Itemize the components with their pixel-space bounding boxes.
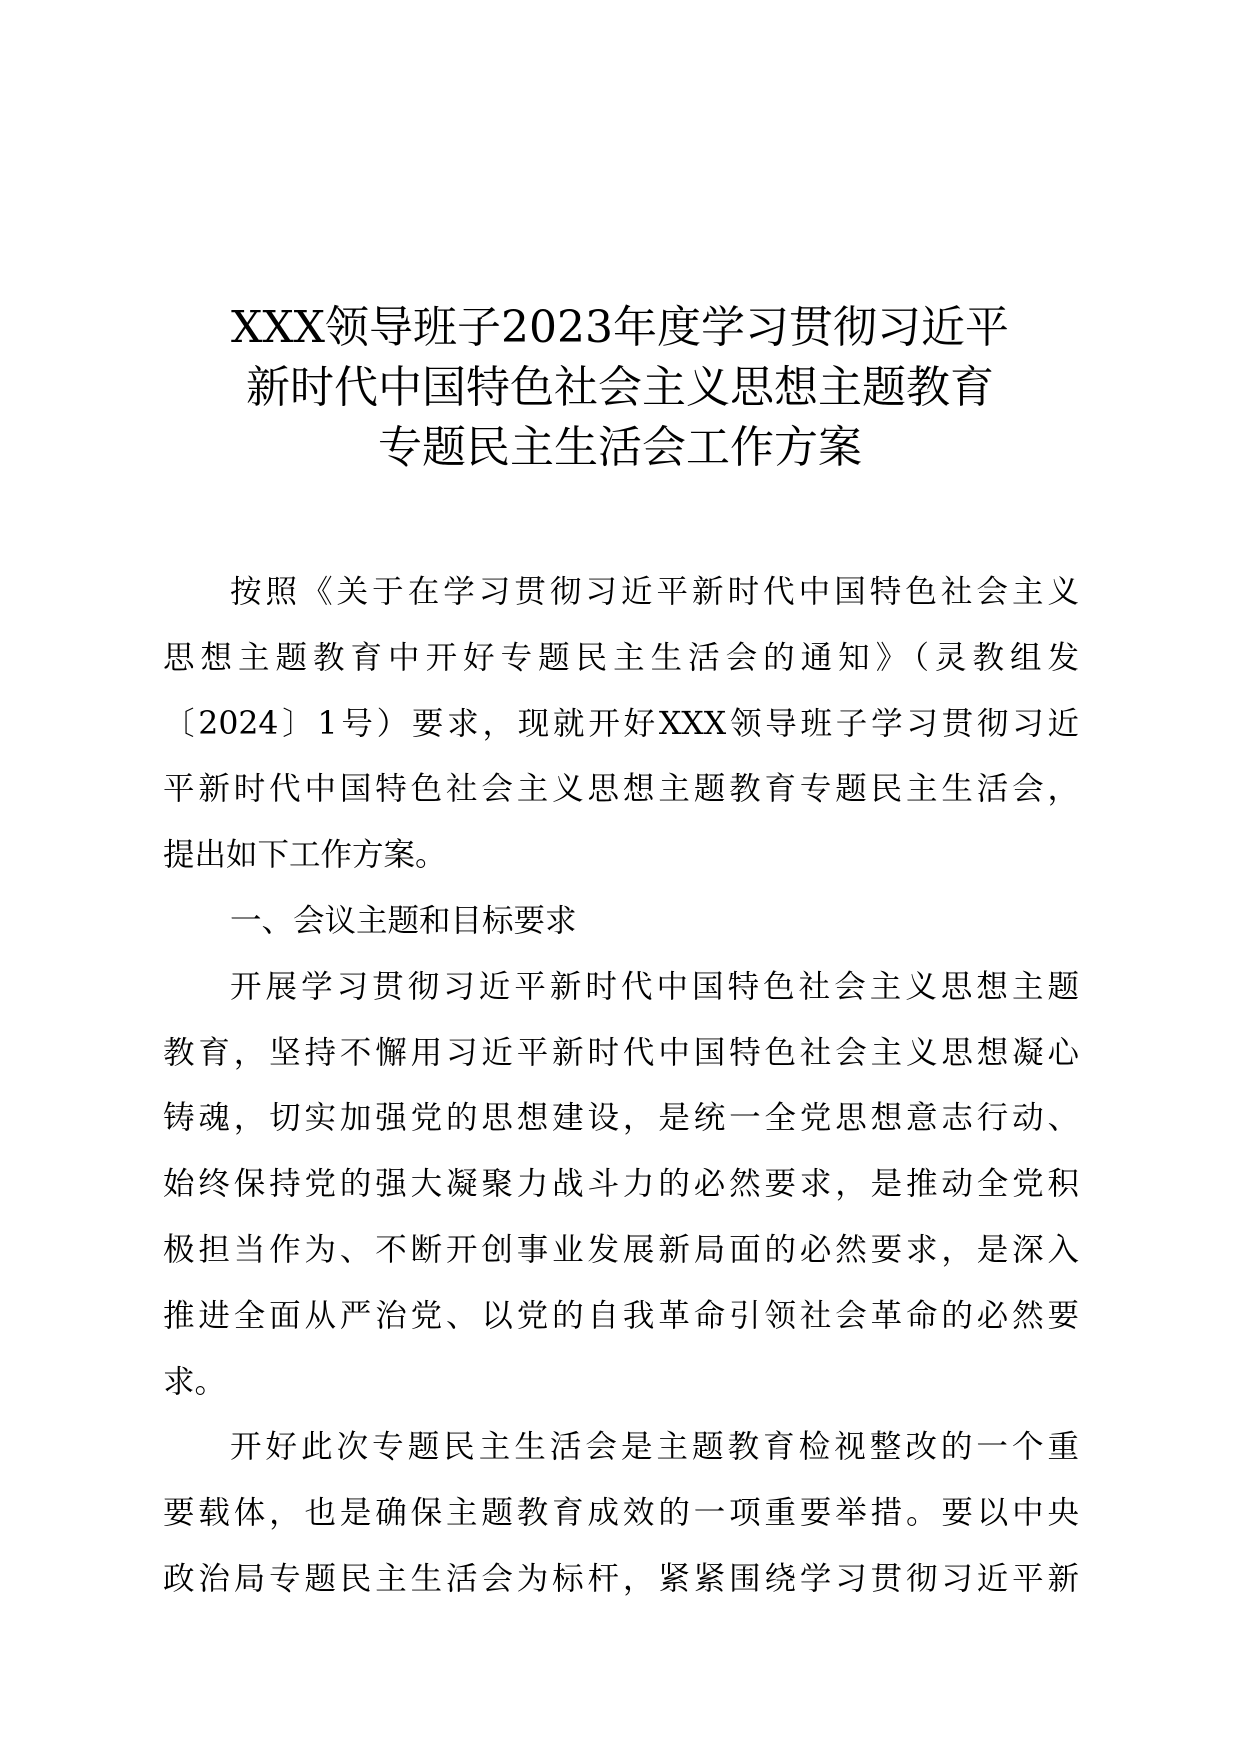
paragraph-line: 铸魂，切实加强党的思想建设，是统一全党思想意志行动、 [163, 1100, 1079, 1137]
paragraph-line: 〔2024〕1号）要求，现就开好XXX领导班子学习贯彻习近 [163, 705, 1079, 742]
paragraph-theme [163, 955, 1079, 1416]
section-heading: 一、会议主题和目标要求 [230, 902, 577, 939]
paragraph-line: 极担当作为、不断开创事业发展新局面的必然要求，是深入 [163, 1231, 1079, 1268]
paragraph-line: 平新时代中国特色社会主义思想主题教育专题民主生活会， [163, 771, 1079, 808]
paragraph-line: 提出如下工作方案。 [163, 837, 447, 874]
document-body [163, 560, 1079, 1613]
paragraph-line: 要载体，也是确保主题教育成效的一项重要举措。要以中央 [163, 1495, 1079, 1532]
paragraph-line: 求。 [163, 1363, 227, 1400]
paragraph-significance [163, 1415, 1079, 1612]
paragraph-line: 开好此次专题民主生活会是主题教育检视整改的一个重 [230, 1429, 1079, 1466]
title-line: XXX领导班子2023年度学习贯彻习近平 [231, 302, 1009, 353]
paragraph-line: 始终保持党的强大凝聚力战斗力的必然要求，是推动全党积 [163, 1166, 1079, 1203]
title-line: 专题民主生活会工作方案 [378, 422, 862, 473]
document-title [140, 298, 1100, 478]
paragraph-line: 思想主题教育中开好专题民主生活会的通知》（灵教组发 [163, 639, 1079, 676]
paragraph-line: 教育，坚持不懈用习近平新时代中国特色社会主义思想凝心 [163, 1034, 1079, 1071]
paragraph-line: 政治局专题民主生活会为标杆，紧紧围绕学习贯彻习近平新 [163, 1560, 1079, 1597]
paragraph-intro [163, 560, 1079, 889]
paragraph-line: 推进全面从严治党、以党的自我革命引领社会革命的必然要 [163, 1297, 1079, 1334]
paragraph-line: 开展学习贯彻习近平新时代中国特色社会主义思想主题 [230, 968, 1079, 1005]
title-line: 新时代中国特色社会主义思想主题教育 [246, 362, 994, 413]
paragraph-line: 按照《关于在学习贯彻习近平新时代中国特色社会主义 [230, 574, 1079, 610]
